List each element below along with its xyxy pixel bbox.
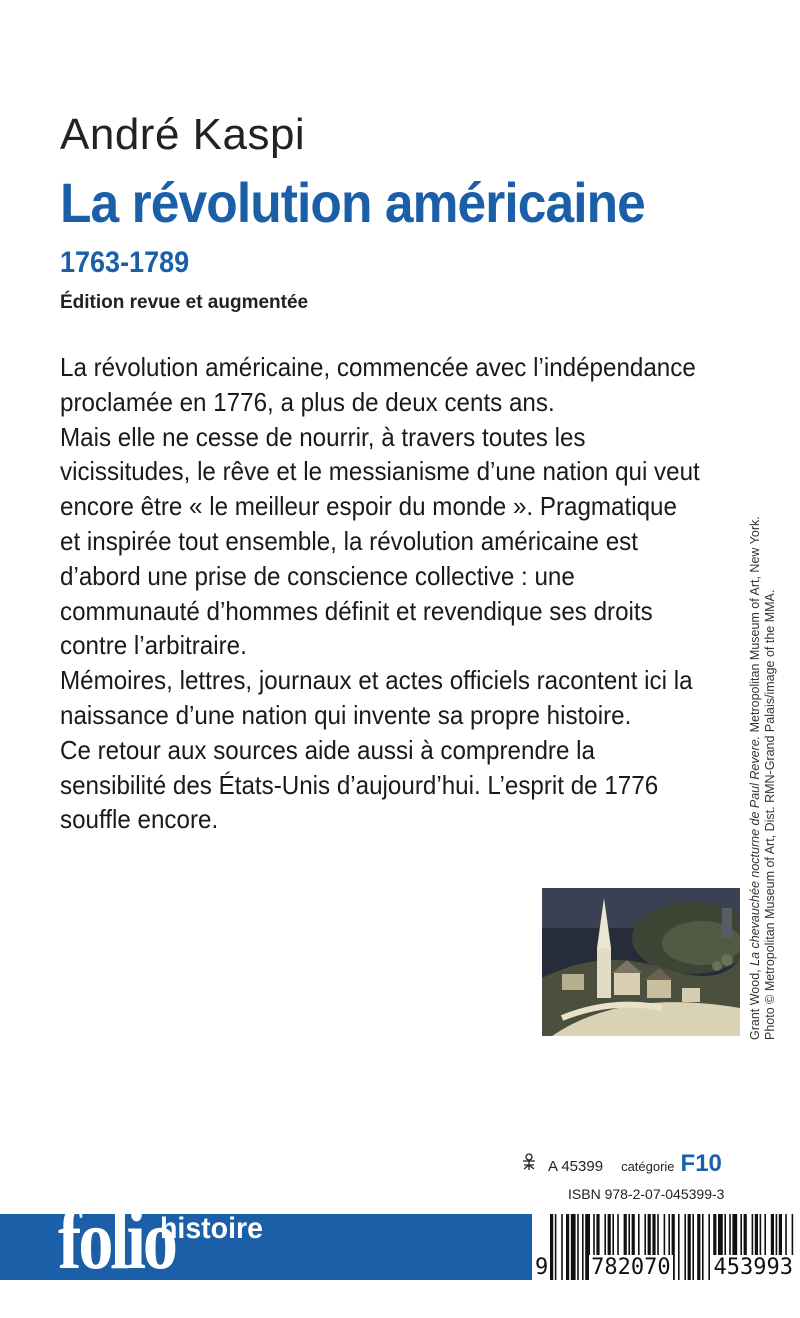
image-credit — [748, 480, 778, 1040]
isbn: ISBN 978-2-07-045399-3 — [568, 1186, 725, 1202]
painting-illustration — [542, 888, 740, 1036]
blurb-paragraph: Mais elle ne cesse de nourrir, à travers toutes les vicissitudes, le rêve et le messianisme d’une nation qui veut encore être « le meilleur espoir du monde ». Pragmatique et inspirée tout ensemble, la révolution américaine est d’abord une prise de conscience collective : une communauté d’hommes définit et revendique ses droits contre l’arbitraire. — [60, 421, 700, 661]
barcode-right-group: 453993 — [713, 1254, 793, 1280]
book-meta — [520, 1150, 740, 1178]
edition-note: Édition revue et augmentée — [60, 292, 309, 313]
author-name: André Kaspi — [60, 110, 306, 159]
blurb-paragraph: Mémoires, lettres, journaux et actes officiels racontent ici la naissance d’une nation qui invente sa propre histoire. — [60, 665, 693, 730]
back-cover-blurb — [60, 350, 702, 837]
publisher-logo-icon — [520, 1153, 538, 1171]
book-dates: 1763-1789 — [60, 246, 190, 279]
blurb-paragraph: Ce retour aux sources aide aussi à comprendre la sensibilité des États-Unis d’aujourd’hui. L’esprit de 1776 souffle encore. — [60, 734, 659, 835]
meta-row — [520, 1150, 740, 1178]
folio-logo: folio — [58, 1191, 175, 1287]
barcode-left-group: 782070 — [591, 1254, 671, 1280]
category-label: catégorie — [621, 1159, 675, 1174]
book-title: La révolution américaine — [60, 171, 645, 234]
catalog-code: A 45399 — [548, 1158, 604, 1175]
barcode-first-digit: 9 — [535, 1254, 549, 1280]
cover-painting — [542, 888, 740, 1036]
credit-museum: Metropolitan Museum of Art, New York. — [748, 516, 762, 733]
collection-series: histoire — [160, 1212, 263, 1245]
credit-line-2: Photo © Metropolitan Museum of Art, Dist. RMN-Grand Palais/image of the MMA. — [763, 589, 777, 1040]
credit-painting-title: La chevauchée nocturne de Paul Revere. — [748, 735, 762, 966]
barcode-digits — [533, 1250, 795, 1284]
category-value: F10 — [680, 1150, 722, 1177]
credit-line-1 — [748, 480, 763, 1040]
blurb-paragraph: La révolution américaine, commencée avec l’indépendance proclamée en 1776, a plus de deux cents ans. — [60, 352, 696, 417]
credit-painter: Grant Wood, — [748, 969, 762, 1040]
